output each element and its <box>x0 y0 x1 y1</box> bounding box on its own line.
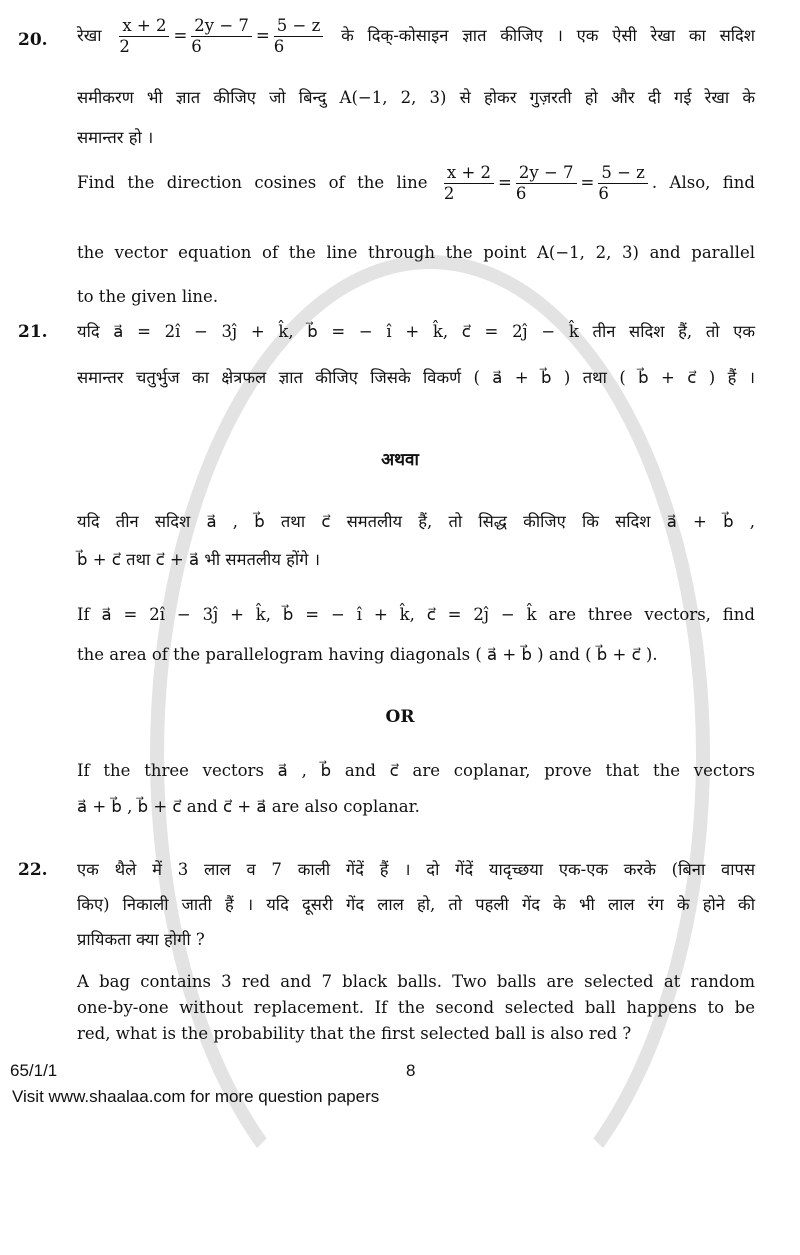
q21-hindi-line-2: समान्तर चतुर्भुज का क्षेत्रफल ज्ञात कीजिए जिसके विकर्ण ( a⃗ + b⃗ ) तथा ( b⃗ + c⃗ ) हैं । <box>77 368 755 387</box>
visit-link[interactable]: Visit www.shaalaa.com for more question papers <box>12 1087 380 1106</box>
q20-english-line-1: Find the direction cosines of the line $\frac{x + 2}{2}$ = $\frac{2y - 7}{6}$ = $\frac{5 - z}{6}$ . Also, find <box>77 163 755 203</box>
fraction: $\frac{2y - 7}{6}$ <box>516 163 577 204</box>
q22-english-line-2: one-by-one without replacement. If the second selected ball happens to be <box>77 998 755 1017</box>
question-number: 20. <box>18 30 48 50</box>
text: Find the direction cosines of the line <box>77 173 428 192</box>
q20-hindi-line-3: समान्तर हो । <box>77 128 154 147</box>
q21-or-hindi-line-2: b⃗ + c⃗ तथा c⃗ + a⃗ भी समतलीय होंगे । <box>77 550 320 569</box>
or-heading-hindi: अथवा <box>381 450 419 470</box>
text: के दिक्-कोसाइन ज्ञात कीजिए । एक ऐसी रेखा का सदिश <box>341 26 756 45</box>
q22-hindi-line-2: किए) निकाली जाती हैं । यदि दूसरी गेंद लाल हो, तो पहली गेंद के भी लाल रंग के होने की <box>77 895 755 914</box>
paper-code: 65/1/1 <box>10 1061 58 1080</box>
q21-or-english-line-2: a⃗ + b⃗ , b⃗ + c⃗ and c⃗ + a⃗ are also coplanar. <box>77 797 420 816</box>
q22-hindi-line-3: प्रायिकता क्या होगी ? <box>77 930 205 949</box>
q21-english-line-1: If a⃗ = 2î − 3ĵ + k̂, b⃗ = − î + k̂, c⃗ = 2ĵ − k̂ are three vectors, find <box>77 605 755 624</box>
q22-english-line-1: A bag contains 3 red and 7 black balls. Two balls are selected at random <box>77 972 755 991</box>
q21-hindi-line-1: यदि a⃗ = 2î − 3ĵ + k̂, b⃗ = − î + k̂, c⃗ = 2ĵ − k̂ तीन सदिश हैं, तो एक <box>77 322 755 341</box>
q20-english-line-2: the vector equation of the line through the point A(−1, 2, 3) and parallel <box>77 243 755 262</box>
fraction: $\frac{x + 2}{2}$ <box>119 16 169 57</box>
q20-hindi-line-2: समीकरण भी ज्ञात कीजिए जो बिन्दु A(−1, 2, 3) से होकर गुज़रती हो और दी गई रेखा के <box>77 88 755 107</box>
question-number: 21. <box>18 322 48 342</box>
q20-english-line-3: to the given line. <box>77 287 219 306</box>
question-number: 22. <box>18 860 48 880</box>
fraction: $\frac{2y - 7}{6}$ <box>191 16 252 57</box>
or-heading-english: OR <box>385 707 415 727</box>
fraction: $\frac{5 - z}{6}$ <box>598 163 648 204</box>
q22-english-line-3: red, what is the probability that the first selected ball is also red ? <box>77 1024 632 1043</box>
page-number: 8 <box>406 1061 416 1080</box>
q20-hindi-line-1: रेखा $\frac{x + 2}{2}$ = $\frac{2y - 7}{6}$ = $\frac{5 - z}{6}$ के दिक्-कोसाइन ज्ञात कीजिए । एक ऐसी रेखा का सदिश <box>77 16 756 56</box>
fraction: $\frac{x + 2}{2}$ <box>444 163 494 204</box>
text: . Also, find <box>651 173 755 192</box>
q21-english-line-2: the area of the parallelogram having diagonals ( a⃗ + b⃗ ) and ( b⃗ + c⃗ ). <box>77 645 658 664</box>
q21-or-hindi-line-1: यदि तीन सदिश a⃗ , b⃗ तथा c⃗ समतलीय हैं, तो सिद्ध कीजिए कि सदिश a⃗ + b⃗ , <box>77 512 755 531</box>
q22-hindi-line-1: एक थैले में 3 लाल व 7 काली गेंदें हैं । दो गेंदें यादृच्छया एक-एक करके (बिना वापस <box>77 860 755 879</box>
q21-or-english-line-1: If the three vectors a⃗ , b⃗ and c⃗ are coplanar, prove that the vectors <box>77 761 755 780</box>
text: रेखा <box>77 26 102 45</box>
fraction: $\frac{5 - z}{6}$ <box>274 16 324 57</box>
